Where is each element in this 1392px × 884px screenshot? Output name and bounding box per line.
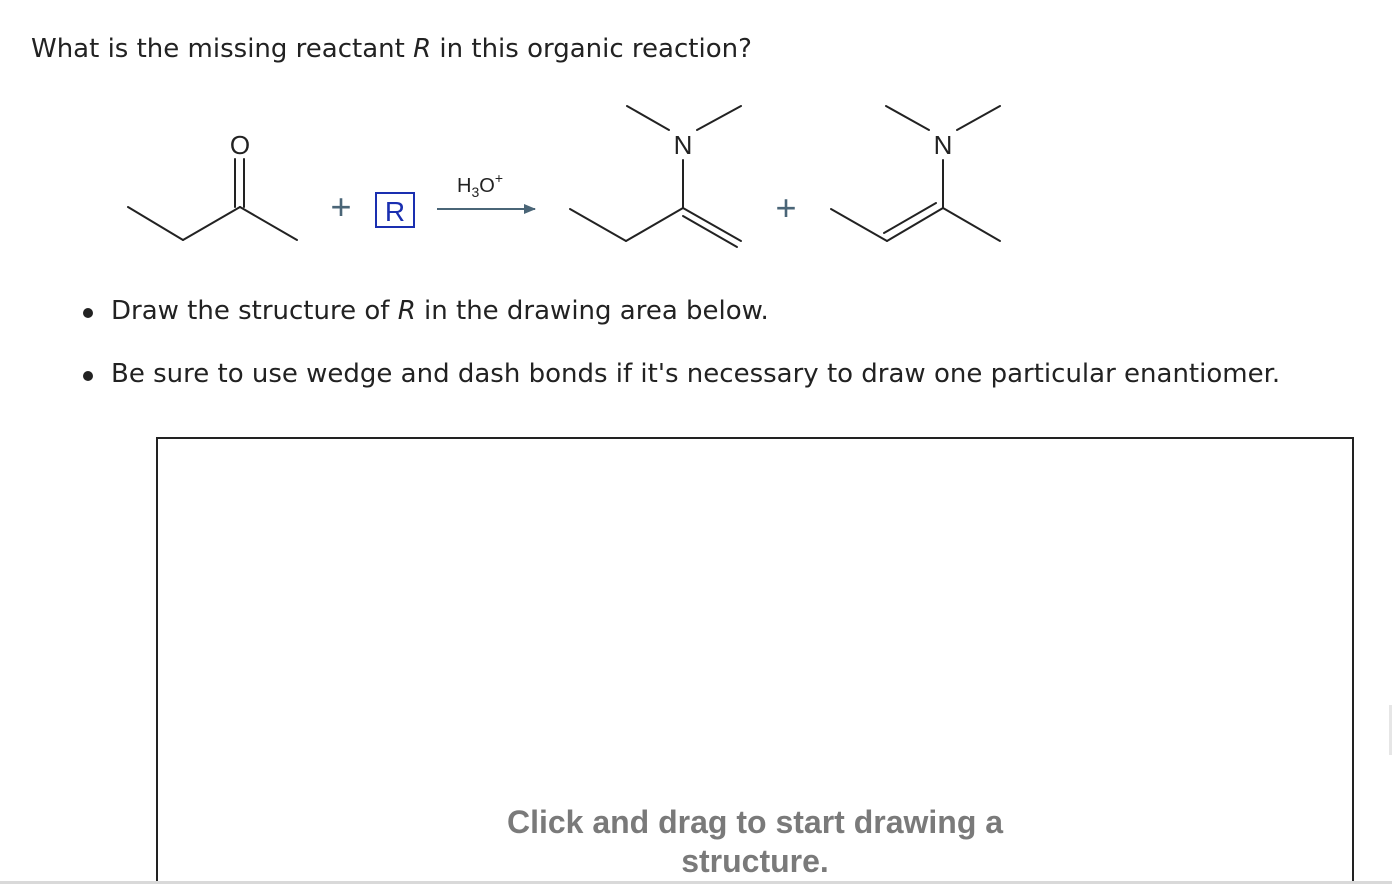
double-bond-line — [683, 216, 737, 247]
bond — [697, 106, 741, 130]
instruction-variable: R — [397, 296, 416, 326]
bond — [183, 207, 240, 240]
reagent-o: O — [479, 175, 495, 197]
drawing-area-hint — [158, 803, 1352, 881]
instruction-item — [80, 356, 1280, 392]
double-bond-line — [887, 208, 943, 241]
bullet-icon — [83, 371, 93, 381]
instruction-prefix: Draw the structure of — [111, 296, 398, 326]
product-enamine-2 — [831, 106, 1000, 241]
product-enamine-1 — [570, 106, 741, 247]
bond — [627, 106, 669, 130]
bond — [886, 106, 929, 130]
missing-reactant-label: R — [384, 196, 406, 227]
bond — [831, 209, 887, 241]
reaction-scheme — [0, 95, 1392, 265]
question-variable: R — [413, 34, 432, 64]
nitrogen-atom-label: N — [673, 130, 693, 160]
instruction-list — [80, 293, 1280, 419]
instruction-suffix: in the drawing area below. — [415, 296, 769, 326]
reagent-superscript: + — [494, 170, 503, 186]
reagent-label — [457, 170, 503, 200]
instruction-item — [80, 293, 1280, 329]
reaction-svg — [0, 95, 1392, 265]
reagent-h: H — [457, 175, 472, 197]
nitrogen-atom-label: N — [933, 130, 953, 160]
reactant-ketone — [128, 159, 297, 240]
plus-sign: + — [775, 187, 797, 228]
instruction-text: Be sure to use wedge and dash bonds if it's necessary to draw one particular enantiomer. — [111, 359, 1281, 389]
reagent-subscript: 3 — [471, 184, 480, 200]
bond — [626, 208, 683, 241]
oxygen-atom-label: O — [229, 130, 251, 160]
bond — [943, 208, 1000, 241]
drawing-hint-line-2: structure. — [681, 843, 829, 879]
bond — [128, 207, 183, 240]
question-text — [31, 31, 752, 67]
bond — [570, 209, 626, 241]
bullet-icon — [83, 308, 93, 318]
drawing-hint-line-1: Click and drag to start drawing a — [506, 804, 1004, 840]
bond — [957, 106, 1000, 130]
structure-drawing-area[interactable] — [156, 437, 1354, 884]
double-bond-line — [683, 208, 741, 241]
plus-sign: + — [330, 186, 352, 227]
question-prefix: What is the missing reactant — [31, 34, 414, 64]
question-suffix: in this organic reaction? — [431, 34, 752, 64]
bond — [240, 207, 297, 240]
